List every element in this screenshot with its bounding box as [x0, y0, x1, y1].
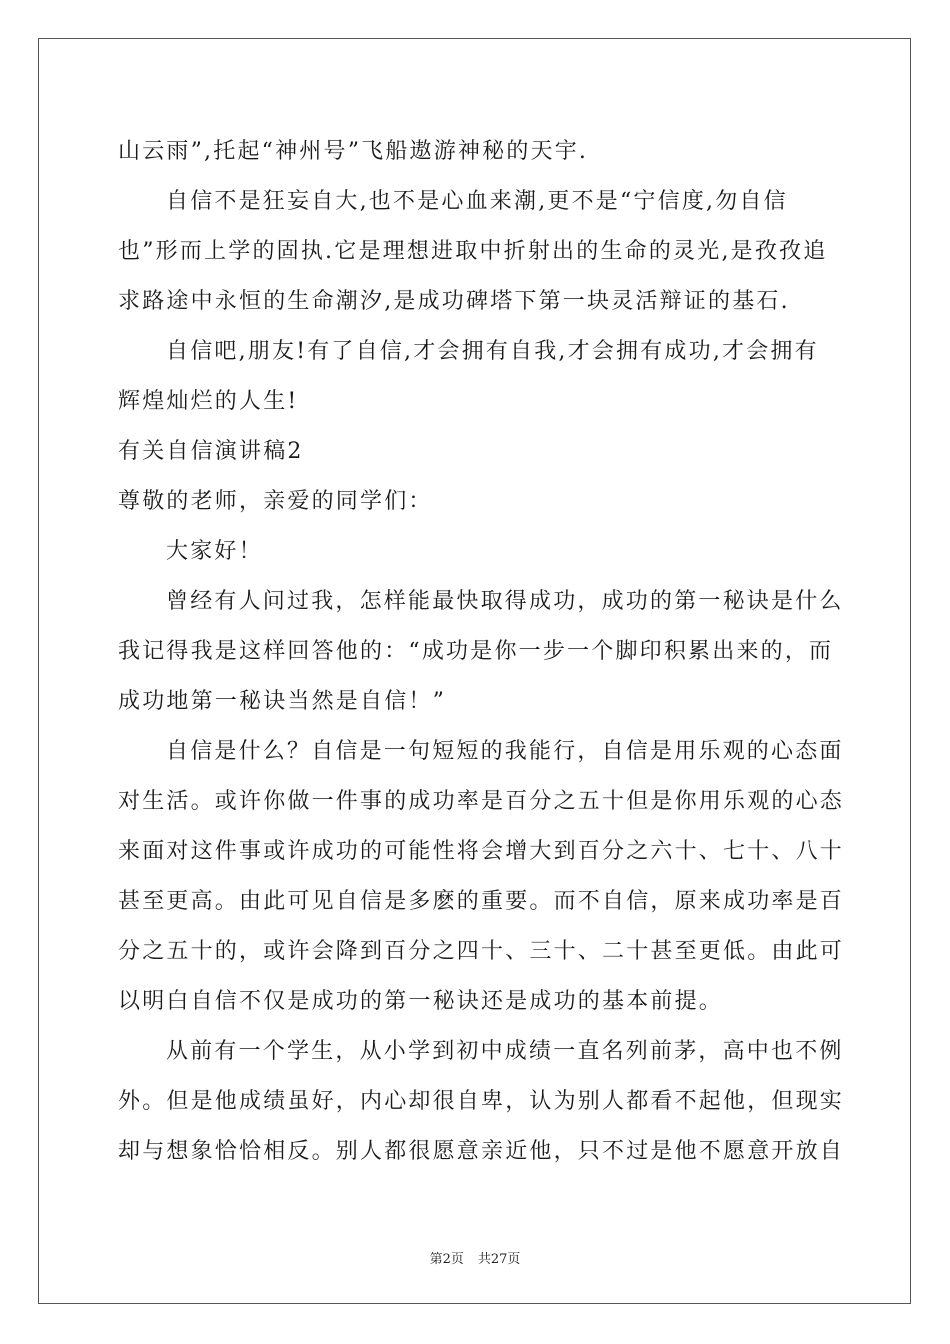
text-line: 自信吧,朋友!有了自信,才会拥有自我,才会拥有成功,才会拥有	[166, 339, 819, 364]
text-line: 辉煌灿烂的人生!	[118, 389, 299, 414]
section-heading: 有关自信演讲稿2	[118, 439, 304, 464]
text-line: 却与想象恰恰相反。别人都很愿意亲近他，只不过是他不愿意开放自	[118, 1139, 845, 1164]
text-line: 外。但是他成绩虽好，内心却很自卑，认为别人都看不起他，但现实	[118, 1089, 845, 1114]
text-line: 山云雨”,托起“神州号”飞船遨游神秘的天宇.	[118, 139, 589, 164]
text-line: 来面对这件事或许成功的可能性将会增大到百分之六十、七十、八十	[118, 839, 845, 864]
text-line: 对生活。或许你做一件事的成功率是百分之五十但是你用乐观的心态	[118, 789, 845, 814]
text-line: 求路途中永恒的生命潮汐,是成功碑塔下第一块灵活辩证的基石.	[118, 289, 790, 314]
page-number: 第2页	[429, 1252, 464, 1267]
text-line: 分之五十的，或许会降到百分之四十、三十、二十甚至更低。由此可	[118, 939, 845, 964]
page-footer	[0, 1248, 950, 1267]
text-line: 从前有一个学生，从小学到初中成绩一直名列前茅，高中也不例	[166, 1039, 844, 1064]
text-line: 自信是什么？自信是一句短短的我能行，自信是用乐观的心态面	[166, 739, 844, 764]
page-total: 共27页	[477, 1252, 521, 1267]
text-line: 以明白自信不仅是成功的第一秘诀还是成功的基本前提。	[118, 989, 724, 1014]
text-line: 也”形而上学的固执.它是理想进取中折射出的生命的灵光,是孜孜追	[118, 239, 828, 264]
salutation: 尊敬的老师，亲爱的同学们：	[118, 489, 433, 514]
text-line: 甚至更高。由此可见自信是多麽的重要。而不自信，原来成功率是百	[118, 889, 845, 914]
greeting: 大家好！	[166, 539, 263, 564]
text-line: 成功地第一秘诀当然是自信！”	[118, 689, 447, 714]
text-line: 曾经有人问过我，怎样能最快取得成功，成功的第一秘诀是什么	[166, 589, 844, 614]
text-line: 我记得我是这样回答他的：“成功是你一步一个脚印积累出来的，而	[118, 639, 834, 664]
text-line: 自信不是狂妄自大,也不是心血来潮,更不是“宁信度,勿自信	[166, 189, 788, 214]
